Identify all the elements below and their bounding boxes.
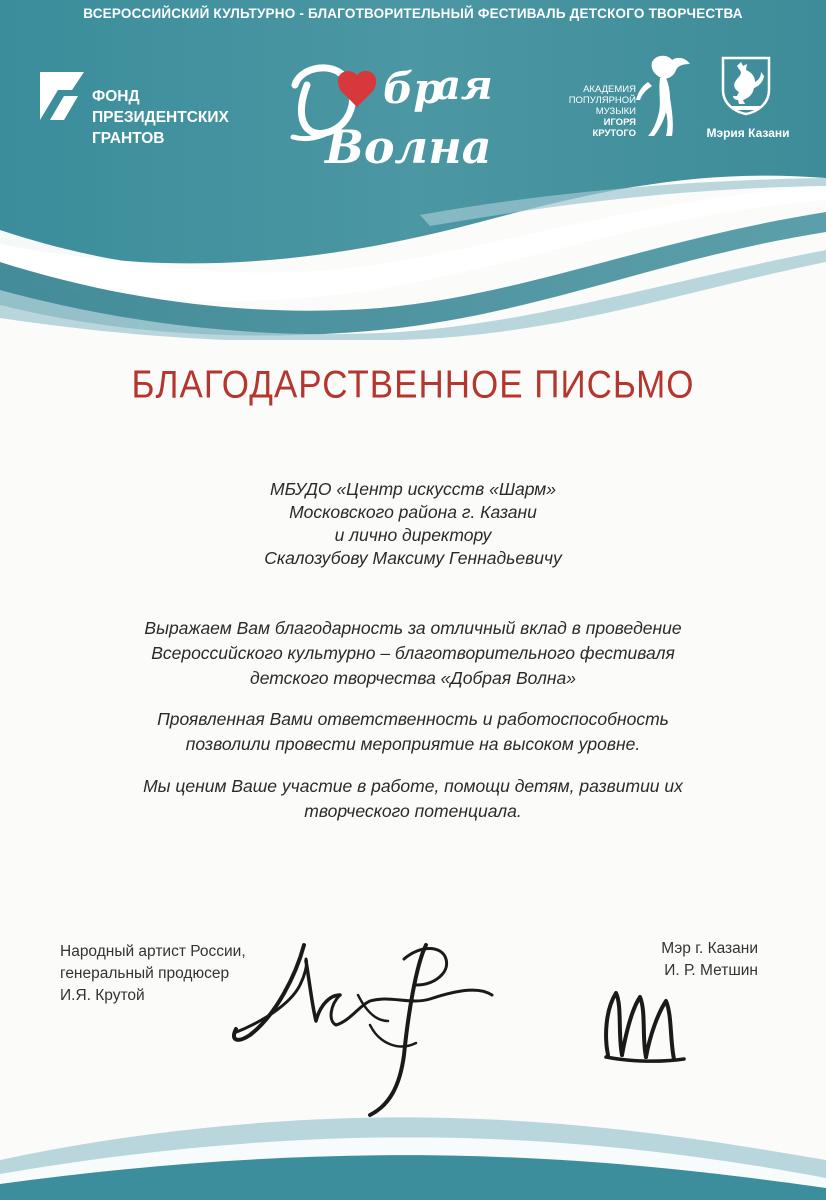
signatory-right-line: И. Р. Метшин — [664, 962, 758, 979]
academy-line-2: ПОПУЛЯРНОЙ — [568, 95, 636, 106]
signatory-left-line: генеральный продюсер — [60, 965, 230, 982]
signatory-left-line: Народный артист России, — [60, 943, 246, 960]
fond-line-3: ГРАНТОВ — [92, 130, 165, 147]
paragraph-line: Выражаем Вам благодарность за отличный вклад в проведение — [144, 618, 682, 638]
signature-metshin — [596, 985, 706, 1075]
paragraph-line: детского творчества «Добрая Волна» — [250, 668, 576, 688]
paragraph-line: позволили провести мероприятие на высоком уровне. — [185, 734, 641, 754]
paragraph-line: Проявленная Вами ответственность и работоспособность — [157, 709, 669, 729]
recipient-line: и лично директору — [334, 525, 492, 545]
paragraph-line: Мы ценим Ваше участие в работе, помощи детям, развитии их — [143, 776, 683, 796]
recipient-line: Скалозубову Максиму Геннадьевичу — [264, 548, 562, 568]
paragraph-responsibility — [0, 707, 826, 757]
paragraph-line: творческого потенциала. — [304, 801, 522, 821]
fond-name — [92, 86, 229, 149]
academy-line-5: КРУТОГО — [592, 128, 636, 139]
signatory-left — [60, 941, 246, 1007]
fond-line-2: ПРЕЗИДЕНТСКИХ — [92, 109, 229, 126]
fond-line-1: ФОНД — [92, 88, 140, 105]
paragraph-appreciation — [0, 774, 826, 824]
signatory-right — [661, 938, 758, 982]
svg-text:бр: бр — [383, 64, 443, 113]
presidential-grants-fund-logo — [34, 66, 94, 126]
recipient-block — [0, 478, 826, 570]
academy-line-3: МУЗЫКИ — [595, 106, 636, 117]
footer-wave-background — [0, 1090, 826, 1200]
document-title: БЛАГОДАРСТВЕННОЕ ПИСЬМО — [131, 362, 695, 407]
kazan-coat-of-arms-icon — [721, 56, 771, 116]
svg-text:Волна: Волна — [325, 120, 492, 174]
academy-name — [560, 84, 636, 139]
recipient-line: Московского района г. Казани — [289, 502, 537, 522]
academy-figure-icon — [634, 52, 692, 138]
academy-line-4: ИГОРЯ — [603, 117, 636, 128]
kazan-mayoralty-label: Мэрия Казани — [706, 126, 790, 140]
paragraph-line: Всероссийского культурно – благотворительного фестиваля — [151, 643, 675, 663]
dobraya-volna-logo — [285, 45, 525, 180]
svg-text:ая: ая — [435, 62, 493, 109]
paragraph-gratitude — [0, 616, 826, 691]
academy-line-1: АКАДЕМИЯ — [583, 84, 636, 95]
festival-heading: ВСЕРОССИЙСКИЙ КУЛЬТУРНО - БЛАГОТВОРИТЕЛЬНЫЙ ФЕСТИВАЛЬ ДЕТСКОГО ТВОРЧЕСТВА — [83, 6, 743, 21]
signatory-right-line: Мэр г. Казани — [661, 940, 758, 957]
signatory-left-line: И.Я. Крутой — [60, 987, 145, 1004]
recipient-line: МБУДО «Центр искусств «Шарм» — [270, 479, 556, 499]
